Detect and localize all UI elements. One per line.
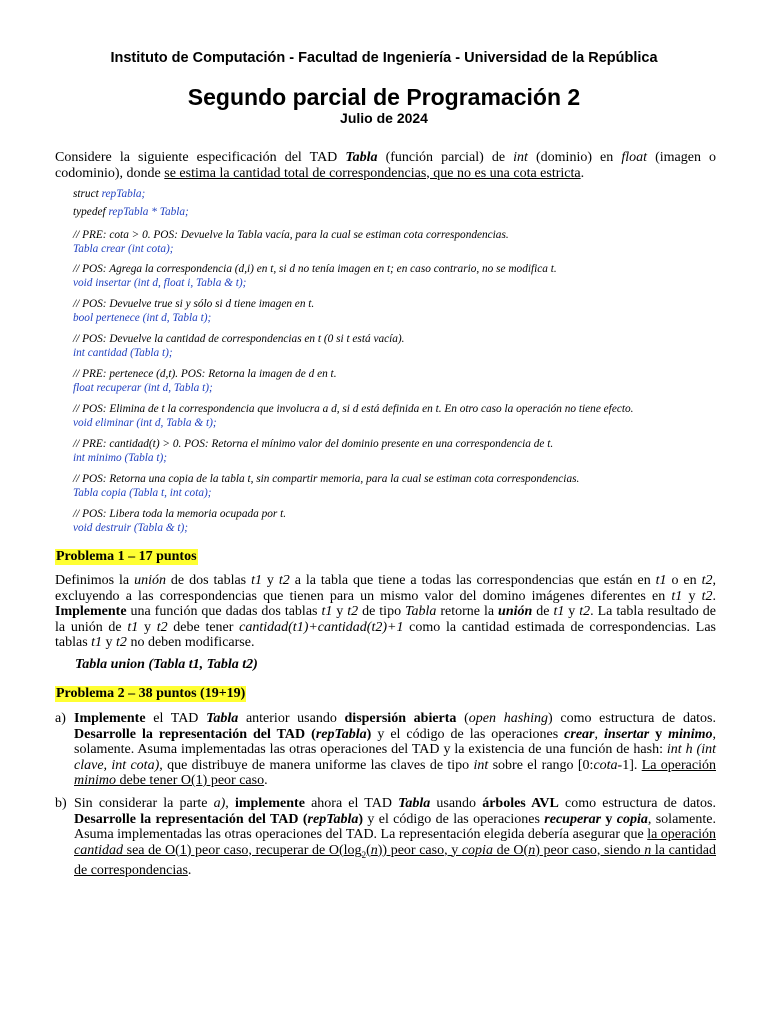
part-a-label: a) (55, 711, 66, 726)
institution-header: Instituto de Computación - Facultad de Ingeniería - Universidad de la República (110, 50, 658, 66)
problem-2-heading: Problema 2 – 38 puntos (19+19) (56, 686, 246, 701)
problem-1-text: Definimos la unión de dos tablas t1 y t2 a la tabla que tiene a todas las correspondencias que están en t1 o en t2, excluyendo a las correspondencias que tienen para un mismo valor del domino imágenes diferentes en t1 y t2. Implemente una función que dadas dos tablas t1 y t2 de tipo Tabla retorne la unión de t1 y t2. La tabla resultado de la unión de t1 y t2 debe tener cantidad(t1)+cantidad(t2)+1 como la cantidad estimada de correspondencias. Las tablas t1 y t2 no deben modificarse. (55, 573, 717, 650)
spec-eliminar: // POS: Elimina de t la correspondencia que involucra a d, si d está definida en t. En otro caso la operación no tiene efecto. void eliminar (int d, Tabla & t); (73, 403, 634, 429)
spec-pertenece: // POS: Devuelve true si y sólo si d tiene imagen en t. bool pertenece (int d, Tabla t); (73, 298, 315, 324)
spec-typedef: typedef repTabla * Tabla; (73, 206, 189, 218)
spec-crear: // PRE: cota > 0. POS: Devuelve la Tabla vacía, para la cual se estiman cota correspondencias. Tabla crear (int cota); (73, 229, 509, 255)
spec-minimo: // PRE: cantidad(t) > 0. POS: Retorna el mínimo valor del dominio presente en una correspondencia de t. int minimo (Tabla t); (73, 438, 554, 464)
problem-2-part-a: a) Implemente el TAD Tabla anterior usando dispersión abierta (open hashing) como estructura de datos. Desarrolle la representación del TAD (repTabla) y el código de las operaciones crear, insertar y minimo, solamente. Asuma implementadas las otras operaciones del TAD y la existencia de una función de hash: int h (int clave, int cota), que distribuye de manera uniforme las claves de tipo int sobre el rango [0:cota-1]. La operación minimo debe tener O(1) peor caso. (55, 711, 717, 788)
intro-paragraph: Considere la siguiente especificación del TAD Tabla (función parcial) de int (dominio) en float (imagen o codominio), donde se estima la cantidad total de correspondencias, que no es una cota estricta. (55, 150, 717, 181)
exam-date: Julio de 2024 (340, 110, 428, 126)
spec-copia: // POS: Retorna una copia de la tabla t, sin compartir memoria, para la cual se estiman cota correspondencias. Tabla copia (Tabla t, int cota); (73, 473, 580, 499)
problem-1-heading: Problema 1 – 17 puntos (56, 549, 197, 564)
spec-struct: struct repTabla; (73, 188, 146, 200)
spec-destruir: // POS: Libera toda la memoria ocupada por t. void destruir (Tabla & t); (73, 508, 287, 534)
exam-title: Segundo parcial de Programación 2 (187, 84, 581, 110)
problem-1-signature: Tabla union (Tabla t1, Tabla t2) (75, 657, 258, 672)
problem-2-part-b: b) Sin considerar la parte a), implemente ahora el TAD Tabla usando árboles AVL como estructura de datos. Desarrolle la representación del TAD (repTabla) y el código de las operaciones recuperar y copia, solamente. Asuma implementadas las otras operaciones del TAD. La representación elegida debería asegurar que la operación cantidad sea de O(1) peor caso, recuperar de $O(\log_2(n))$ peor caso, y copia de O(n) peor caso, siendo n la cantidad de correspondencias. (55, 796, 717, 878)
spec-recuperar: // PRE: pertenece (d,t). POS: Retorna la imagen de d en t. float recuperar (int d, Tabla t); (73, 368, 337, 394)
spec-cantidad: // POS: Devuelve la cantidad de correspondencias en t (0 si t está vacía). int cantidad (Tabla t); (73, 333, 405, 359)
part-b-label: b) (55, 796, 67, 811)
spec-insertar: // POS: Agrega la correspondencia (d,i) en t, si d no tenía imagen en t; en caso contrario, no se modifica t. void insertar (int d, float i, Tabla & t); (73, 263, 557, 289)
